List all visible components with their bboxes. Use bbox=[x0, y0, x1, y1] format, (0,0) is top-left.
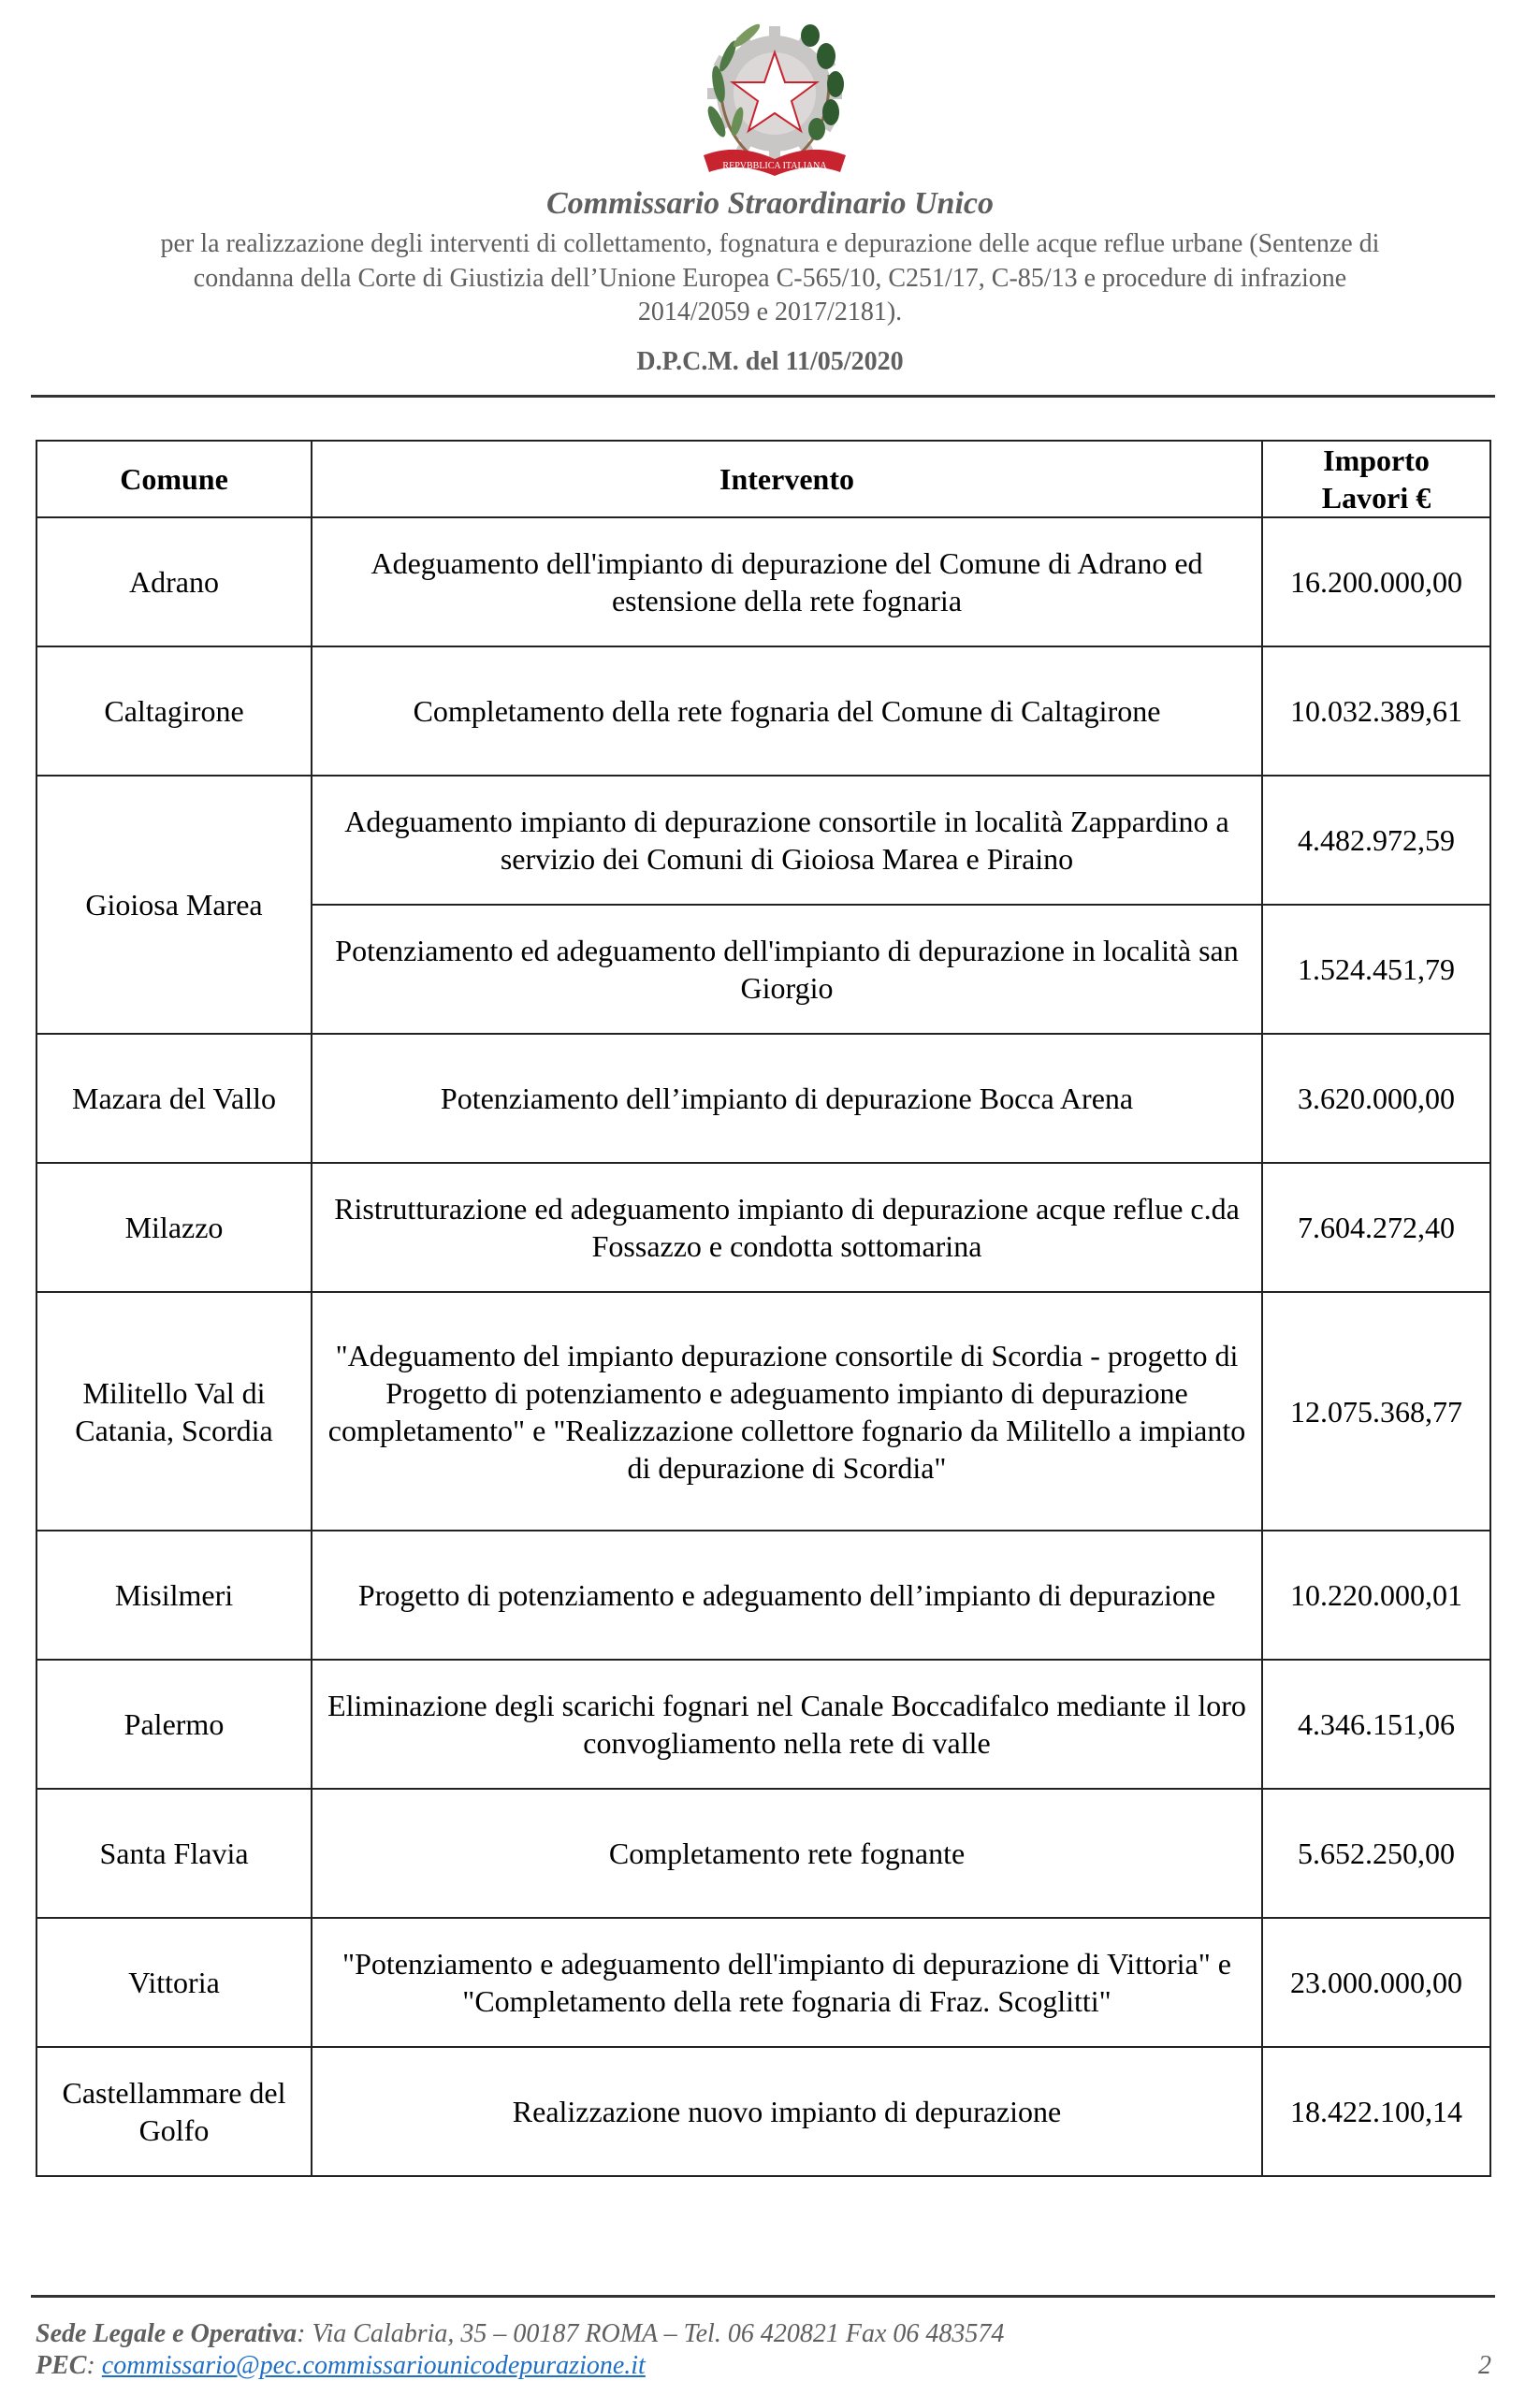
table-row bbox=[36, 1531, 1490, 1660]
cell-importo: 12.075.368,77 bbox=[1262, 1292, 1490, 1531]
pec-email-link[interactable]: commissario@pec.commissariounicodepurazione.it bbox=[101, 2351, 646, 2380]
cell-intervento: "Adeguamento del impianto depurazione consortile di Scordia - progetto di Progetto di potenziamento e adeguamento impianto di depurazione completamento" e "Realizzazione collettore fognario da Militello a impianto di depurazione di Scordia" bbox=[312, 1292, 1262, 1531]
table-row bbox=[36, 1660, 1490, 1789]
cell-importo: 5.652.250,00 bbox=[1262, 1789, 1490, 1918]
cell-comune: Misilmeri bbox=[36, 1531, 312, 1660]
cell-comune: Mazara del Vallo bbox=[36, 1034, 312, 1163]
interventions-table bbox=[36, 440, 1491, 2177]
column-header-comune: Comune bbox=[36, 441, 312, 517]
cell-intervento: Ristrutturazione ed adeguamento impianto di depurazione acque reflue c.da Fossazzo e condotta sottomarina bbox=[312, 1163, 1262, 1292]
cell-intervento: Progetto di potenziamento e adeguamento dell’impianto di depurazione bbox=[312, 1531, 1262, 1660]
cell-intervento: Adeguamento impianto di depurazione consortile in località Zappardino a servizio dei Comuni di Gioiosa Marea e Piraino bbox=[312, 776, 1262, 905]
cell-importo: 10.220.000,01 bbox=[1262, 1531, 1490, 1660]
subtitle-line: condanna della Corte di Giustizia dell’Unione Europea C-565/10, C251/17, C-85/13 e procedure di infrazione bbox=[193, 263, 1347, 293]
subtitle-line: 2014/2059 e 2017/2181). bbox=[637, 298, 903, 327]
cell-intervento: Potenziamento ed adeguamento dell'impianto di depurazione in località san Giorgio bbox=[312, 905, 1262, 1034]
table-row bbox=[36, 1789, 1490, 1918]
table-row bbox=[36, 776, 1490, 905]
cell-intervento: Completamento della rete fognaria del Comune di Caltagirone bbox=[312, 646, 1262, 776]
footer-pec-separator: : bbox=[86, 2351, 102, 2380]
table-row bbox=[36, 1163, 1490, 1292]
cell-comune: Palermo bbox=[36, 1660, 312, 1789]
footer-address-text: : Via Calabria, 35 – 00187 ROMA – Tel. 06 420821 Fax 06 483574 bbox=[297, 2319, 1005, 2348]
cell-importo: 23.000.000,00 bbox=[1262, 1918, 1490, 2047]
page-number: 2 bbox=[1478, 2351, 1491, 2380]
table-row bbox=[36, 1034, 1490, 1163]
cell-comune: Vittoria bbox=[36, 1918, 312, 2047]
cell-intervento: Completamento rete fognante bbox=[312, 1789, 1262, 1918]
cell-comune: Milazzo bbox=[36, 1163, 312, 1292]
cell-intervento: Realizzazione nuovo impianto di depurazione bbox=[312, 2047, 1262, 2176]
cell-intervento: Potenziamento dell’impianto di depurazione Bocca Arena bbox=[312, 1034, 1262, 1163]
cell-importo: 4.346.151,06 bbox=[1262, 1660, 1490, 1789]
table-row bbox=[36, 1292, 1490, 1531]
subtitle bbox=[37, 227, 1503, 330]
header-divider bbox=[31, 395, 1495, 398]
page-title: Commissario Straordinario Unico bbox=[545, 186, 994, 221]
cell-importo: 3.620.000,00 bbox=[1262, 1034, 1490, 1163]
cell-comune: Caltagirone bbox=[36, 646, 312, 776]
decree-reference: D.P.C.M. del 11/05/2020 bbox=[636, 347, 904, 376]
cell-comune: Santa Flavia bbox=[36, 1789, 312, 1918]
footer-divider bbox=[31, 2295, 1495, 2298]
table-row bbox=[36, 517, 1490, 646]
footer-address bbox=[36, 2318, 1004, 2350]
repubblica-italiana-emblem-icon bbox=[700, 19, 850, 185]
subtitle-line: per la realizzazione degli interventi di collettamento, fognatura e depurazione delle acque reflue urbane (Sentenze di bbox=[160, 229, 1380, 258]
cell-comune: Gioiosa Marea bbox=[36, 776, 312, 1034]
cell-comune: Militello Val di Catania, Scordia bbox=[36, 1292, 312, 1531]
footer-address-label: Sede Legale e Operativa bbox=[36, 2319, 298, 2348]
table-header-row bbox=[36, 441, 1490, 517]
column-header-intervento: Intervento bbox=[312, 441, 1262, 517]
table-row bbox=[36, 2047, 1490, 2176]
emblem-ribbon-text: REPVBBLICA ITALIANA bbox=[722, 161, 827, 171]
column-header-importo bbox=[1262, 441, 1490, 517]
cell-importo: 4.482.972,59 bbox=[1262, 776, 1490, 905]
column-header-importo-line2: Lavori € bbox=[1321, 481, 1431, 515]
table-row bbox=[36, 1918, 1490, 2047]
cell-importo: 18.422.100,14 bbox=[1262, 2047, 1490, 2176]
cell-importo: 1.524.451,79 bbox=[1262, 905, 1490, 1034]
cell-intervento: Adeguamento dell'impianto di depurazione del Comune di Adrano ed estensione della rete fognaria bbox=[312, 517, 1262, 646]
cell-comune: Adrano bbox=[36, 517, 312, 646]
cell-importo: 7.604.272,40 bbox=[1262, 1163, 1490, 1292]
cell-intervento: Eliminazione degli scarichi fognari nel Canale Boccadifalco mediante il loro convogliamento nella rete di valle bbox=[312, 1660, 1262, 1789]
cell-importo: 16.200.000,00 bbox=[1262, 517, 1490, 646]
footer-pec-label: PEC bbox=[36, 2351, 87, 2380]
cell-importo: 10.032.389,61 bbox=[1262, 646, 1490, 776]
footer-pec bbox=[36, 2350, 646, 2382]
table-row bbox=[36, 646, 1490, 776]
cell-intervento: "Potenziamento e adeguamento dell'impianto di depurazione di Vittoria" e "Completamento della rete fognaria di Fraz. Scoglitti" bbox=[312, 1918, 1262, 2047]
column-header-importo-line1: Importo bbox=[1323, 443, 1430, 477]
cell-comune: Castellammare del Golfo bbox=[36, 2047, 312, 2176]
